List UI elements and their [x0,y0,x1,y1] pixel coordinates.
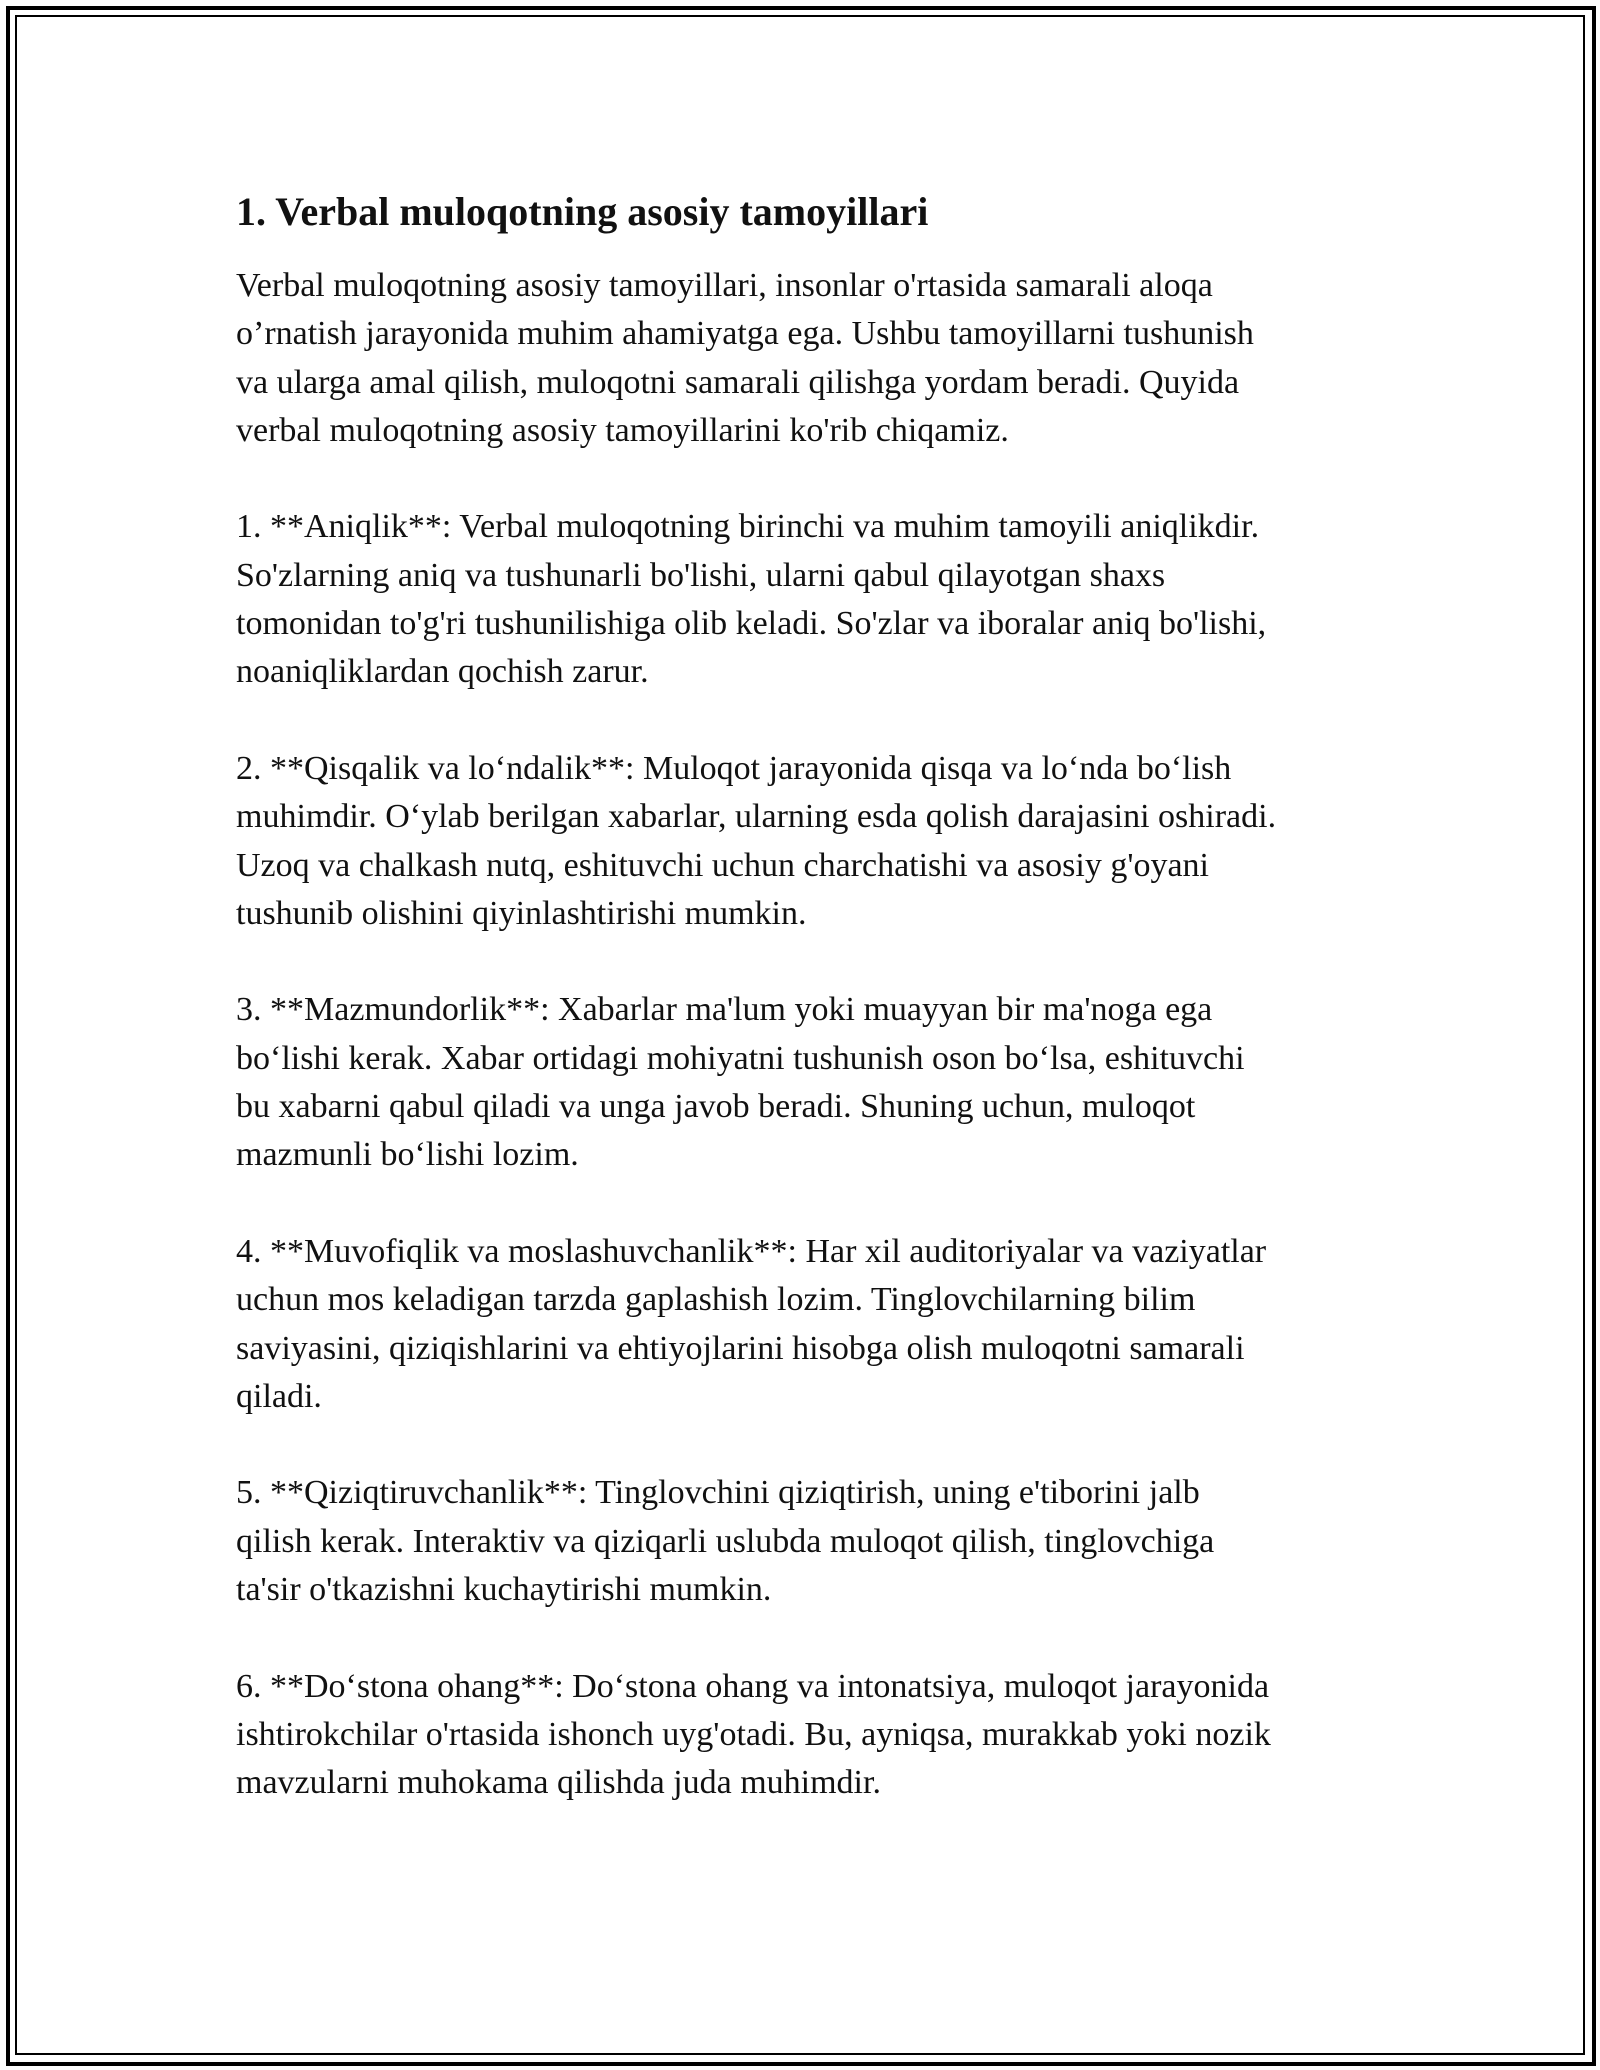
document-body [236,186,1416,1808]
intro-paragraph: Verbal muloqotning asosiy tamoyillari, insonlar o'rtasida samarali aloqa o’rnatish jarayonida muhim ahamiyatga ega. Ushbu tamoyillarni tushunish va ularga amal qilish, muloqotni samarali qilishga yordam beradi. Quyida verbal muloqotning asosiy tamoyillarini ko'rib chiqamiz. [236,267,1254,449]
principle-paragraph-1: 1. **Aniqlik**: Verbal muloqotning birinchi va muhim tamoyili aniqlikdir. So'zlarning aniq va tushunarli bo'lishi, ularni qabul qilayotgan shaxs tomonidan to'g'ri tushunilishiga olib keladi. So'zlar va iboralar aniq bo'lishi, noaniqliklardan qochish zarur. [236,508,1267,691]
principle-paragraph-3: 3. **Mazmundorlik**: Xabarlar ma'lum yoki muayyan bir ma'noga ega bo‘lishi kerak. Xabar ortidagi mohiyatni tushunish oson bo‘lsa, eshituvchi bu xabarni qabul qiladi va unga javob beradi. Shuning uchun, muloqot mazmunli bo‘lishi lozim. [236,991,1245,1174]
principle-paragraph-2: 2. **Qisqalik va lo‘ndalik**: Muloqot jarayonida qisqa va lo‘nda bo‘lish muhimdir. O‘ylab berilgan xabarlar, ularning esda qolish darajasini oshiradi. Uzoq va chalkash nutq, eshituvchi uchun charchatishi va asosiy g'oyani tushunib olishini qiyinlashtirishi mumkin. [236,749,1277,932]
section-heading: 1. Verbal muloqotning asosiy tamoyillari [236,189,929,234]
principle-paragraph-4: 4. **Muvofiqlik va moslashuvchanlik**: Har xil auditoriyalar va vaziyatlar uchun mos keladigan tarzda gaplashish lozim. Tinglovchilarning bilim saviyasini, qiziqishlarini va ehtiyojlarini hisobga olish muloqotni samarali qiladi. [236,1232,1267,1415]
principle-paragraph-6: 6. **Do‘stona ohang**: Do‘stona ohang va intonatsiya, muloqot jarayonida ishtirokchilar o'rtasida ishonch uyg'otadi. Bu, ayniqsa, murakkab yoki nozik mavzularni muhokama qilishda juda muhimdir. [236,1667,1271,1802]
principle-paragraph-5: 5. **Qiziqtiruvchanlik**: Tinglovchini qiziqtirish, uning e'tiborini jalb qilish kerak. Interaktiv va qiziqarli uslubda muloqot qilish, tinglovchiga ta'sir o'tkazishni kuchaytirishi mumkin. [236,1474,1215,1609]
